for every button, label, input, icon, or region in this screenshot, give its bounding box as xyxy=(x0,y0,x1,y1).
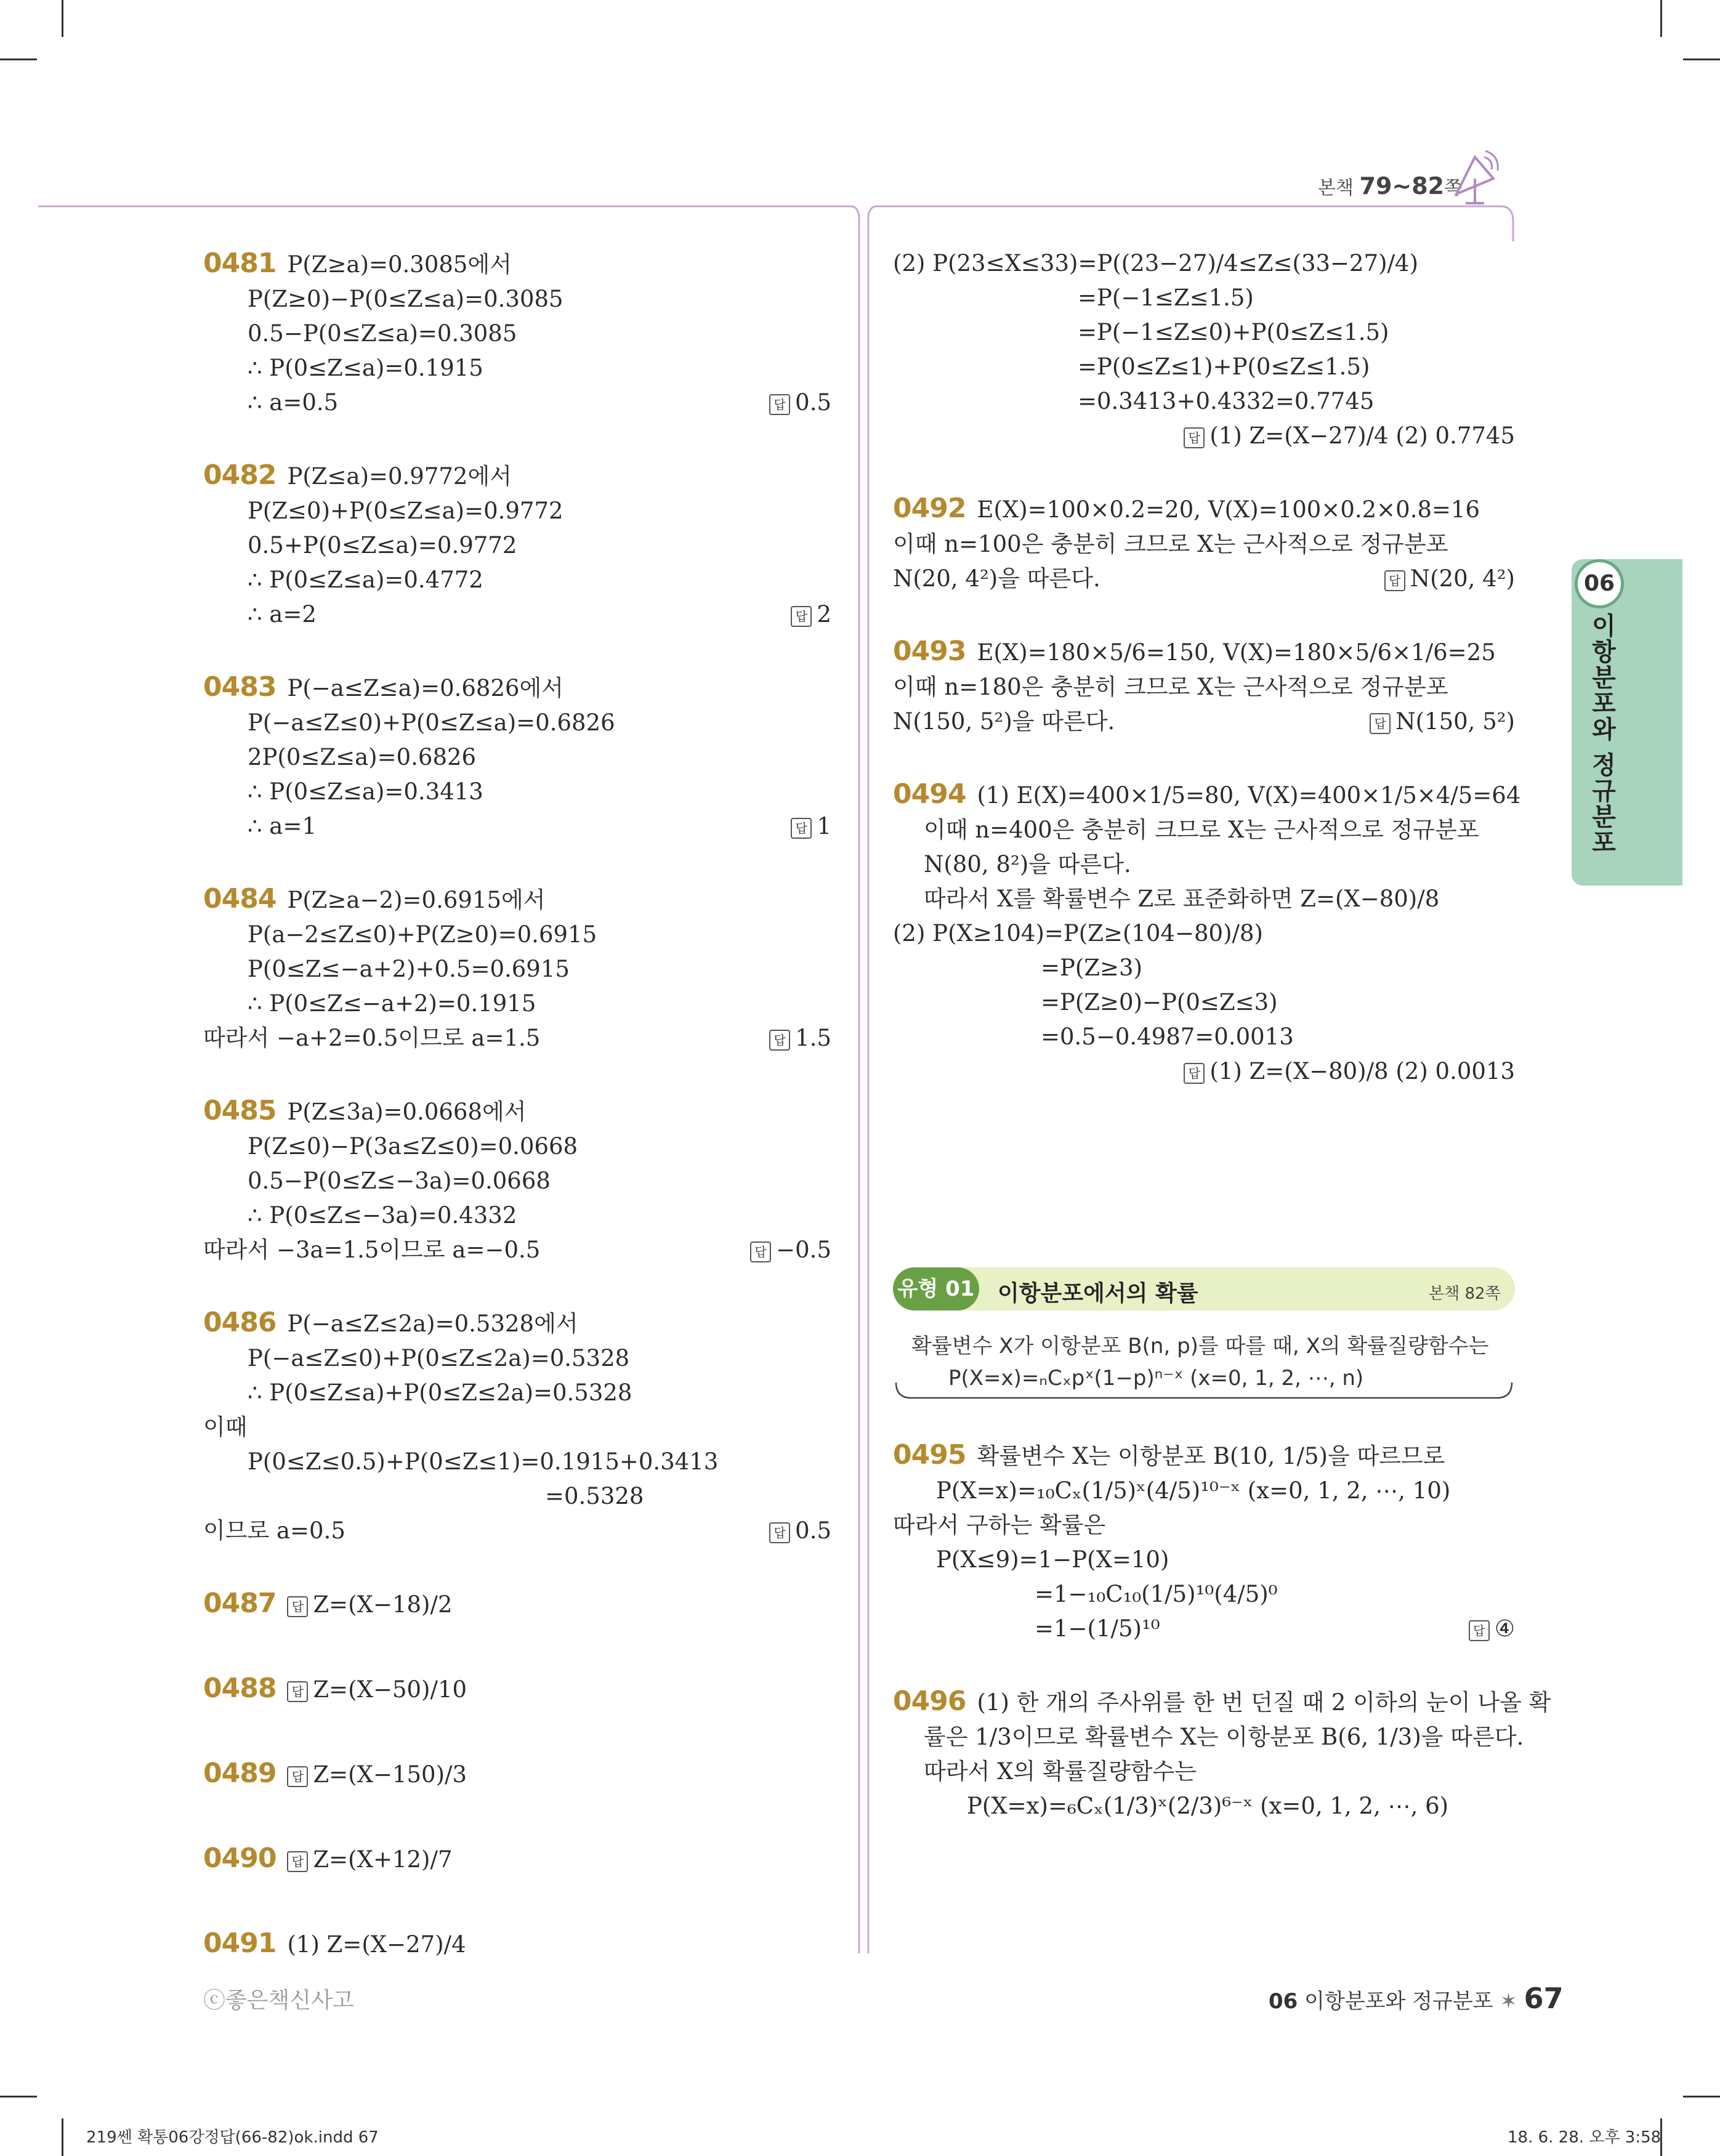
crop-mark xyxy=(62,2118,63,2156)
answer-icon: 답 xyxy=(769,1522,790,1543)
answer-icon: 답 xyxy=(1384,570,1405,591)
crop-mark xyxy=(62,0,63,37)
type-description: 확률변수 X가 이항분포 B(n, p)를 따를 때, X의 확률질량함수는 P(X=x)=ₙCₓpˣ(1−p)ⁿ⁻ˣ (x=0, 1, 2, ⋯, n) xyxy=(911,1334,1489,1391)
crop-mark xyxy=(1683,59,1720,60)
page-number: 67 xyxy=(1524,1982,1564,2015)
solution-0487: 0487 답 Z=(X−18)/2 xyxy=(203,1588,453,1619)
answer-icon: 답 xyxy=(791,818,812,839)
header-reference: 본책 79~82쪽 xyxy=(1318,172,1463,200)
solution-0490: 0490 답 Z=(X+12)/7 xyxy=(203,1843,453,1874)
answer-icon: 답 xyxy=(1184,427,1205,448)
answer-icon: 답 xyxy=(1469,1620,1490,1641)
solution-0481: 0481 P(Z≥a)=0.3085에서 P(Z≥0)−P(0≤Z≤a)=0.3085 0.5−P(0≤Z≤a)=0.3085 ∴ P(0≤Z≤a)=0.1915 ∴ a=0.5 답 0.5 xyxy=(203,248,831,416)
solution-0488: 0488 답 Z=(X−50)/10 xyxy=(203,1673,467,1704)
crop-mark xyxy=(1683,2096,1720,2097)
copyright: ⓒ좋은책신사고 xyxy=(203,1988,354,2013)
crop-mark xyxy=(1660,0,1662,37)
answer-icon: 답 xyxy=(791,606,812,627)
right-column-lower xyxy=(893,1438,1551,1862)
solution-0491-part2: (2) P(23≤X≤33)=P((23−27)/4≤Z≤(33−27)/4) =P(−1≤Z≤1.5) =P(−1≤Z≤0)+P(0≤Z≤1.5) =P(0≤Z≤1)+P(0≤Z≤1.5) =0.3413+0.4332=0.7745 답 (1) Z=(X−27)/4 (2) 0.7745 xyxy=(893,250,1515,449)
answer-icon: 답 xyxy=(287,1596,308,1617)
right-column xyxy=(893,246,1521,1127)
crop-mark xyxy=(0,2096,37,2097)
page-footer: 06 이항분포와 정규분포 ✶ 67 xyxy=(1269,1982,1564,2015)
type-reference: 본책 82쪽 xyxy=(1429,1285,1501,1303)
answer-icon: 답 xyxy=(769,1030,790,1051)
answer-icon: 답 xyxy=(769,394,790,415)
answer-icon: 답 xyxy=(287,1681,308,1702)
chapter-number-badge: 06 xyxy=(1575,559,1624,608)
solution-0492: 0492 E(X)=100×0.2=20, V(X)=100×0.2×0.8=16 이때 n=100은 충분히 크므로 X는 근사적으로 정규분포 N(20, 4²)을 따른다. 답 N(20, 4²) xyxy=(893,493,1515,592)
answer-icon: 답 xyxy=(1184,1063,1205,1084)
answer-icon: 답 xyxy=(750,1242,771,1262)
print-slug-file: 219쎈 확통06강정답(66-82)ok.indd 67 xyxy=(86,2128,379,2147)
satellite-icon xyxy=(1447,145,1503,206)
answer-icon: 답 xyxy=(287,1851,308,1872)
type-badge: 유형 01 xyxy=(893,1267,979,1310)
star-icon: ✶ xyxy=(1500,1989,1517,2014)
print-slug-date: 18. 6. 28. 오후 3:58 xyxy=(1508,2128,1661,2147)
solution-0495: 0495 확률변수 X는 이항분포 B(10, 1/5)을 따르므로 P(X=x)=₁₀Cₓ(1/5)ˣ(4/5)¹⁰⁻ˣ (x=0, 1, 2, ⋯, 10) 따라서 구하는 확률은 P(X≤9)=1−P(X=10) =1−₁₀C₁₀(1/5)¹⁰(4/5)⁰ =1−(1/5)¹⁰ 답 ④ xyxy=(893,1439,1515,1642)
chapter-side-label: 이항분포와 정규분포 xyxy=(1588,613,1616,855)
solution-0496: 0496 (1) 한 개의 주사위를 한 번 던질 때 2 이하의 눈이 나올 확 률은 1/3이므로 확률변수 X는 이항분포 B(6, 1/3)을 따른다. 따라서 X의 확률질량함수는 P(X=x)=₆Cₓ(1/3)ˣ(2/3)⁶⁻ˣ (x=0, 1, 2, ⋯, 6) xyxy=(893,1686,1551,1819)
type-bracket xyxy=(893,1379,1515,1404)
answer-icon: 답 xyxy=(287,1766,308,1787)
solution-0486: 0486 P(−a≤Z≤2a)=0.5328에서 P(−a≤Z≤0)+P(0≤Z≤2a)=0.5328 ∴ P(0≤Z≤a)+P(0≤Z≤2a)=0.5328 이때 P(0≤Z≤0.5)+P(0≤Z≤1)=0.1915+0.3413 =0.5328 이므로 a=0.5 답 0.5 xyxy=(203,1307,831,1544)
solution-0491: 0491 (1) Z=(X−27)/4 xyxy=(203,1928,466,1959)
solution-0493: 0493 E(X)=180×5/6=150, V(X)=180×5/6×1/6=25 이때 n=180은 충분히 크므로 X는 근사적으로 정규분포 N(150, 5²)을 따른다. 답 N(150, 5²) xyxy=(893,636,1515,735)
solution-0482: 0482 P(Z≤a)=0.9772에서 P(Z≤0)+P(0≤Z≤a)=0.9772 0.5+P(0≤Z≤a)=0.9772 ∴ P(0≤Z≤a)=0.4772 ∴ a=2 답 2 xyxy=(203,459,831,628)
solution-0489: 0489 답 Z=(X−150)/3 xyxy=(203,1758,467,1789)
solution-0483: 0483 P(−a≤Z≤a)=0.6826에서 P(−a≤Z≤0)+P(0≤Z≤a)=0.6826 2P(0≤Z≤a)=0.6826 ∴ P(0≤Z≤a)=0.3413 ∴ a=1 답 1 xyxy=(203,671,831,839)
crop-mark xyxy=(0,59,37,60)
answer-icon: 답 xyxy=(1370,713,1391,734)
solution-0494: 0494 (1) E(X)=400×1/5=80, V(X)=400×1/5×4/5=64 이때 n=400은 충분히 크므로 X는 근사적으로 정규분포 N(80, 8²)을 따른다. 따라서 X를 확률변수 Z로 표준화하면 Z=(X−80)/8 (2) P(X≥104)=P(Z≥(104−80)/8) =P(Z≥3) =P(Z≥0)−P(0≤Z≤3) =0.5−0.4987=0.0013 답 (1) Z=(X−80)/8 (2) 0.0013 xyxy=(893,778,1521,1084)
solution-0484: 0484 P(Z≥a−2)=0.6915에서 P(a−2≤Z≤0)+P(Z≥0)=0.6915 P(0≤Z≤−a+2)+0.5=0.6915 ∴ P(0≤Z≤−a+2)=0.1915 따라서 −a+2=0.5이므로 a=1.5 답 1.5 xyxy=(203,883,831,1051)
left-column xyxy=(203,246,831,2000)
type-box xyxy=(893,1267,1515,1310)
type-title: 이항분포에서의 확률 xyxy=(998,1281,1198,1306)
solution-0485: 0485 P(Z≤3a)=0.0668에서 P(Z≤0)−P(3a≤Z≤0)=0.0668 0.5−P(0≤Z≤−3a)=0.0668 ∴ P(0≤Z≤−3a)=0.4332 따라서 −3a=1.5이므로 a=−0.5 답 −0.5 xyxy=(203,1095,831,1263)
